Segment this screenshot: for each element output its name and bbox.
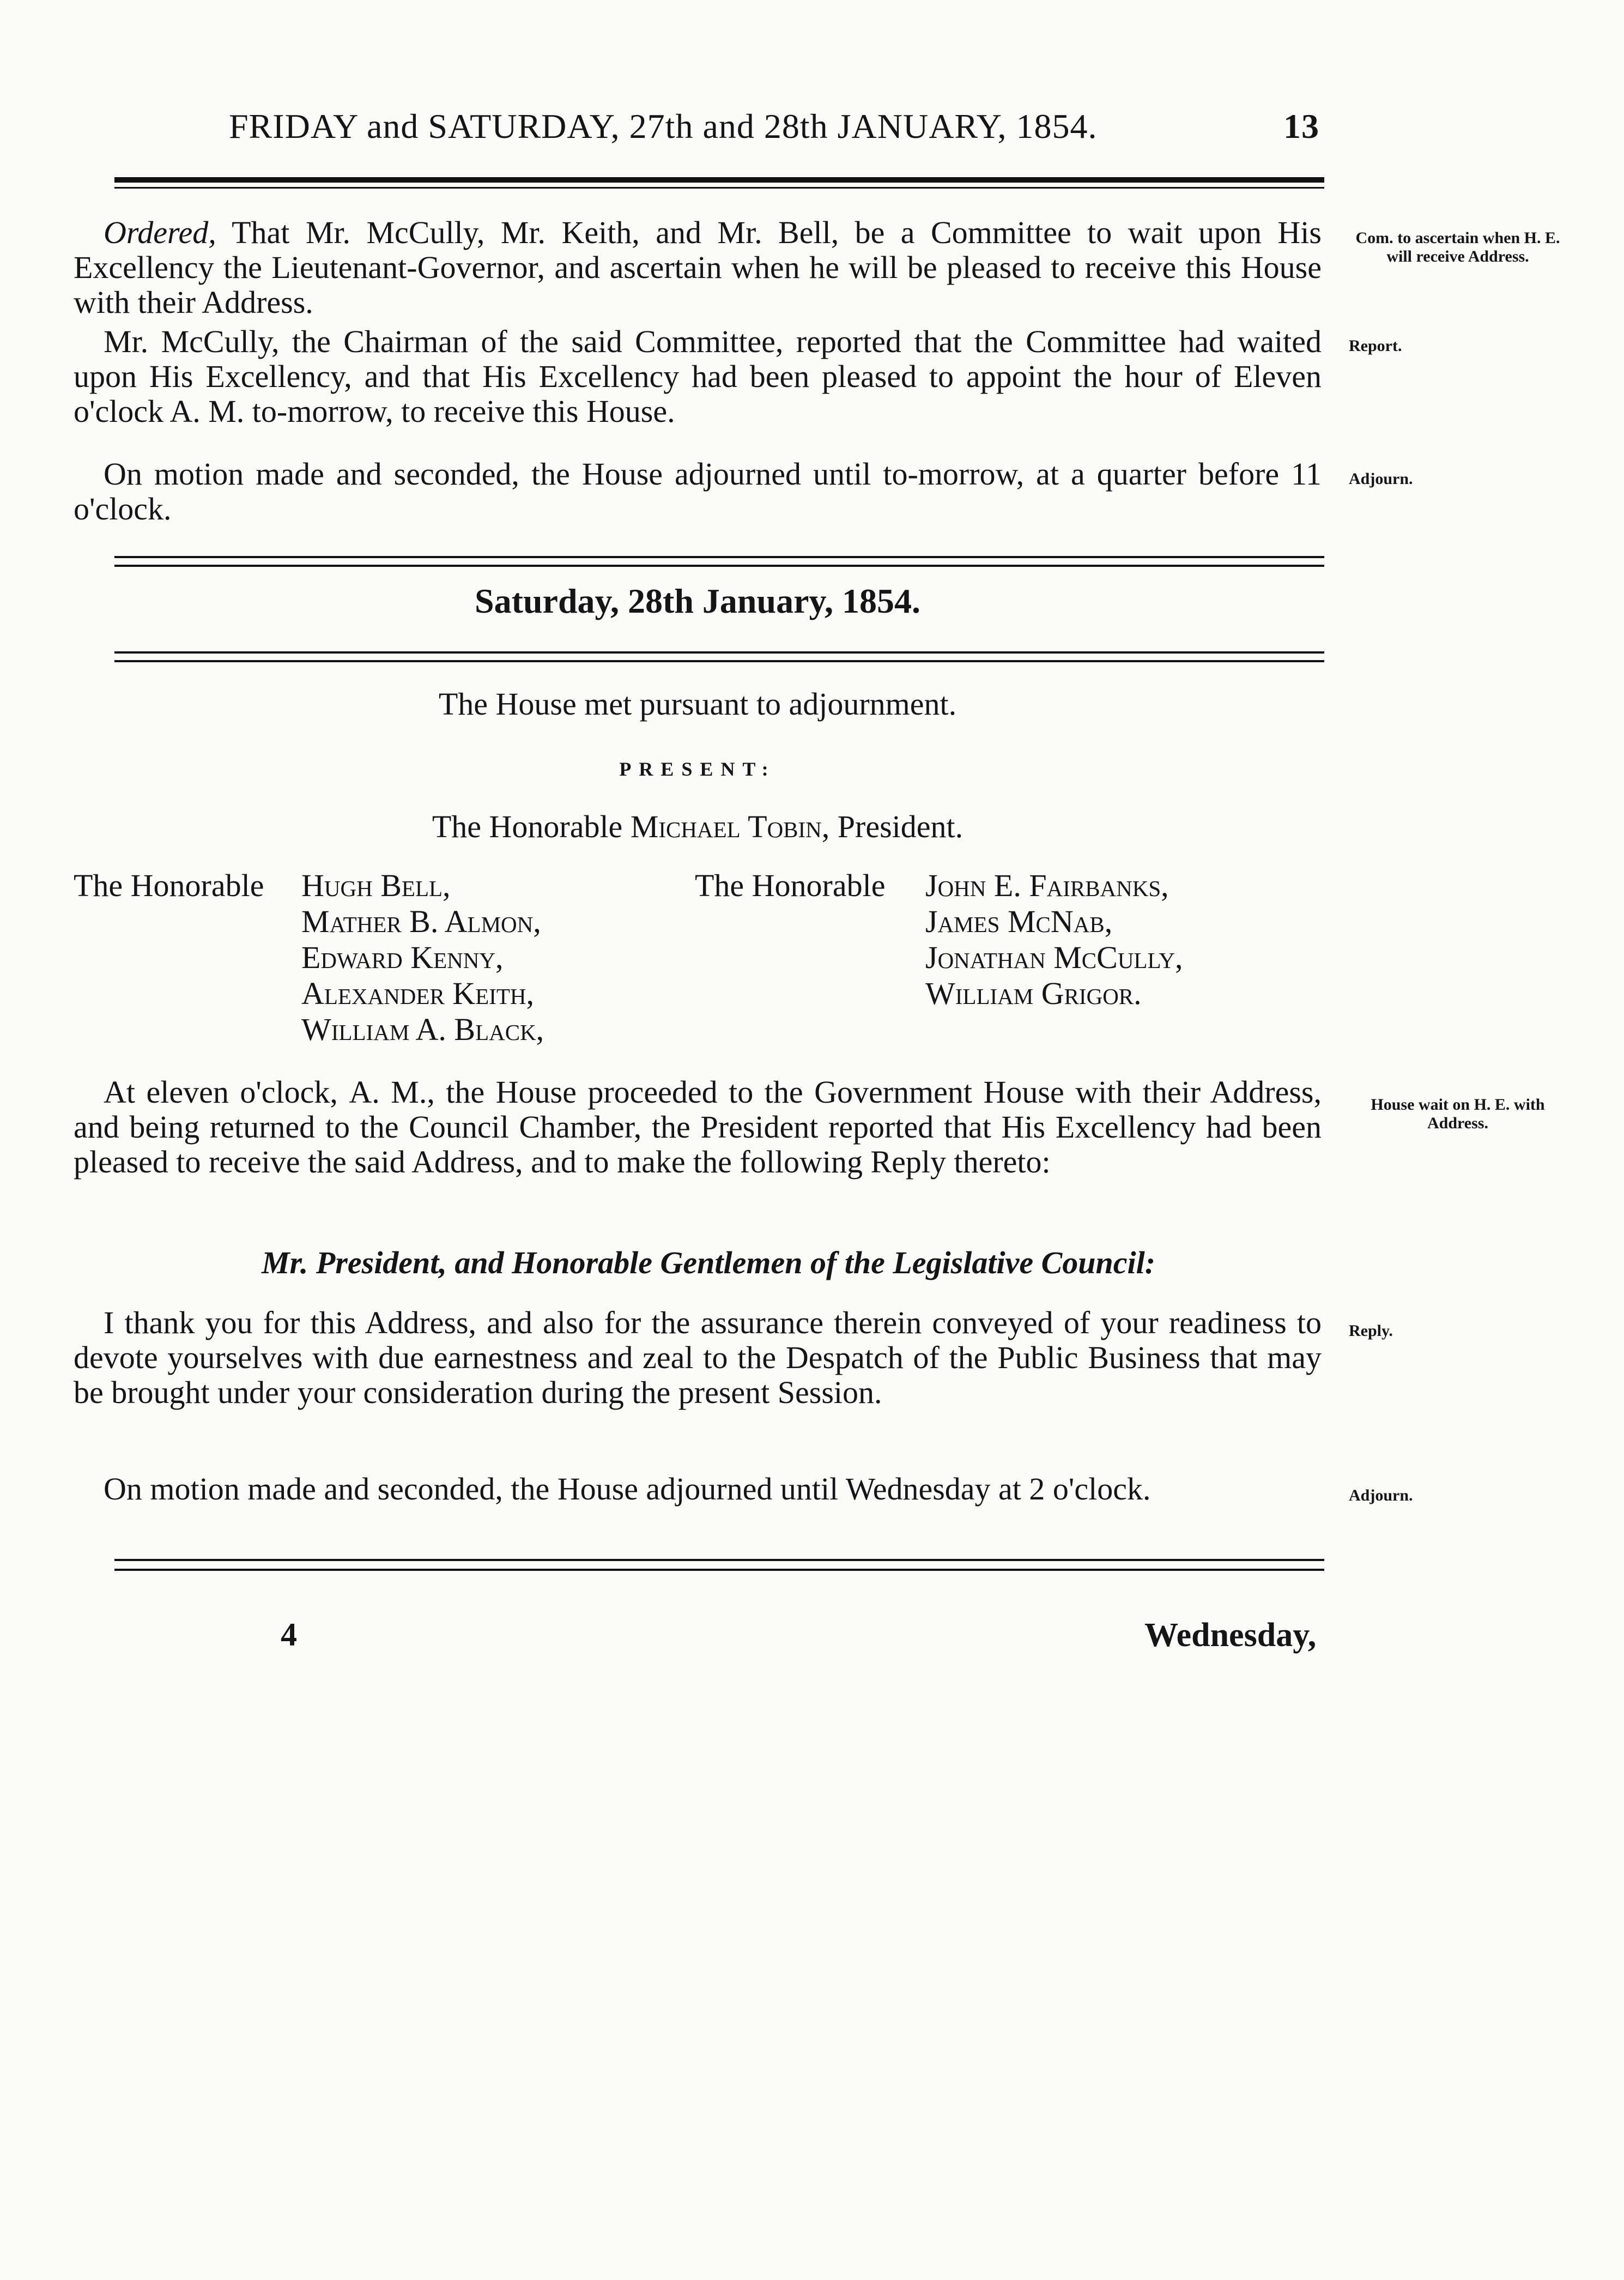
- adjourn-paragraph-saturday: On motion made and seconded, the House adjourned until Wednesday at 2 o'clock.: [104, 1471, 1151, 1507]
- member-name: William Grigor.: [925, 976, 1142, 1011]
- salutation: Mr. President, and Honorable Gentlemen of the Legislative Council:: [261, 1245, 1156, 1280]
- members-list-right: [925, 868, 1183, 1012]
- proceed-part2: , the House proceeded to the Government House with their Address, and being returned to the Council Chamber, the President reported that His Excellency had been pleased to receive the said Address, and to make the following Reply thereto:: [74, 1074, 1322, 1180]
- page-number: 13: [1283, 107, 1319, 146]
- catchword: Wednesday,: [1144, 1617, 1317, 1654]
- members-list-left: [301, 868, 544, 1048]
- member-name: James McNab,: [925, 904, 1113, 939]
- president-suffix: , President.: [821, 809, 964, 844]
- reply-paragraph: I thank you for this Address, and also for the assurance therein conveyed of your readiness to devote yourselves with due earnestness and zeal to the Despatch of the Public Business that may be brought under your consideration during the present Session.: [74, 1305, 1322, 1410]
- proceed-paragraph: [74, 1075, 1322, 1180]
- committee-order-text: That Mr. McCully, Mr. Keith, and Mr. Bell, be a Committee to wait upon His Excellency the Lieutenant-Governor, and ascertain when he will be pleased to receive this House with their Address.: [74, 215, 1322, 320]
- president-name: Michael Tobin: [630, 809, 822, 844]
- member-name: Mather B. Almon,: [301, 904, 541, 939]
- margin-note-house-wait: House wait on H. E. with Address.: [1371, 1096, 1545, 1132]
- closing-rule-a: [114, 1559, 1324, 1561]
- saturday-heading: Saturday, 28th January, 1854.: [475, 582, 920, 620]
- margin-note-adjourn-saturday: Adjourn.: [1349, 1486, 1413, 1504]
- report-paragraph: Mr. McCully, the Chairman of the said Committee, reported that the Committee had waited upon His Excellency, and that His Excellency had been pleased to appoint the hour of Eleven o'clock A. M. to-morrow, to receive this House.: [74, 324, 1322, 429]
- member-name: Edward Kenny,: [301, 940, 504, 975]
- member-name: Alexander Keith,: [301, 976, 535, 1011]
- margin-note-reply: Reply.: [1349, 1322, 1393, 1340]
- margin-note-committee: Com. to ascertain when H. E. will receive Address.: [1355, 229, 1560, 265]
- proceed-part1: At eleven o'clock,: [104, 1074, 349, 1110]
- header-rule-thick: [114, 177, 1324, 183]
- present-label: PRESENT:: [619, 758, 776, 780]
- header-rule-thin: [114, 187, 1324, 189]
- member-name: Hugh Bell,: [301, 868, 451, 903]
- section-rule-2b: [114, 660, 1324, 662]
- margin-note-adjourn-friday: Adjourn.: [1349, 470, 1413, 488]
- house-met-line: The House met pursuant to adjournment.: [438, 686, 957, 722]
- section-rule-1a: [114, 556, 1324, 558]
- member-name: Jonathan McCully,: [925, 940, 1183, 975]
- signature-mark: 4: [281, 1617, 297, 1653]
- closing-rule-b: [114, 1569, 1324, 1571]
- section-rule-2a: [114, 651, 1324, 654]
- honorable-prefix-left: The Honorable: [74, 868, 264, 903]
- section-rule-1b: [114, 565, 1324, 567]
- adjourn-paragraph-friday: On motion made and seconded, the House adjourned until to-morrow, at a quarter before 11 o'clock.: [74, 456, 1322, 527]
- president-line: [74, 809, 1322, 844]
- margin-note-report: Report.: [1349, 337, 1402, 355]
- committee-order-paragraph: [74, 215, 1322, 320]
- proceed-am: A. M.: [349, 1074, 427, 1110]
- member-name: William A. Black,: [301, 1012, 544, 1047]
- running-header: FRIDAY and SATURDAY, 27th and 28th JANUARY, 1854.: [229, 107, 1098, 146]
- honorable-prefix-right: The Honorable: [695, 868, 886, 903]
- president-prefix: The Honorable: [432, 809, 631, 844]
- ordered-word: Ordered,: [104, 215, 216, 250]
- member-name: John E. Fairbanks,: [925, 868, 1169, 903]
